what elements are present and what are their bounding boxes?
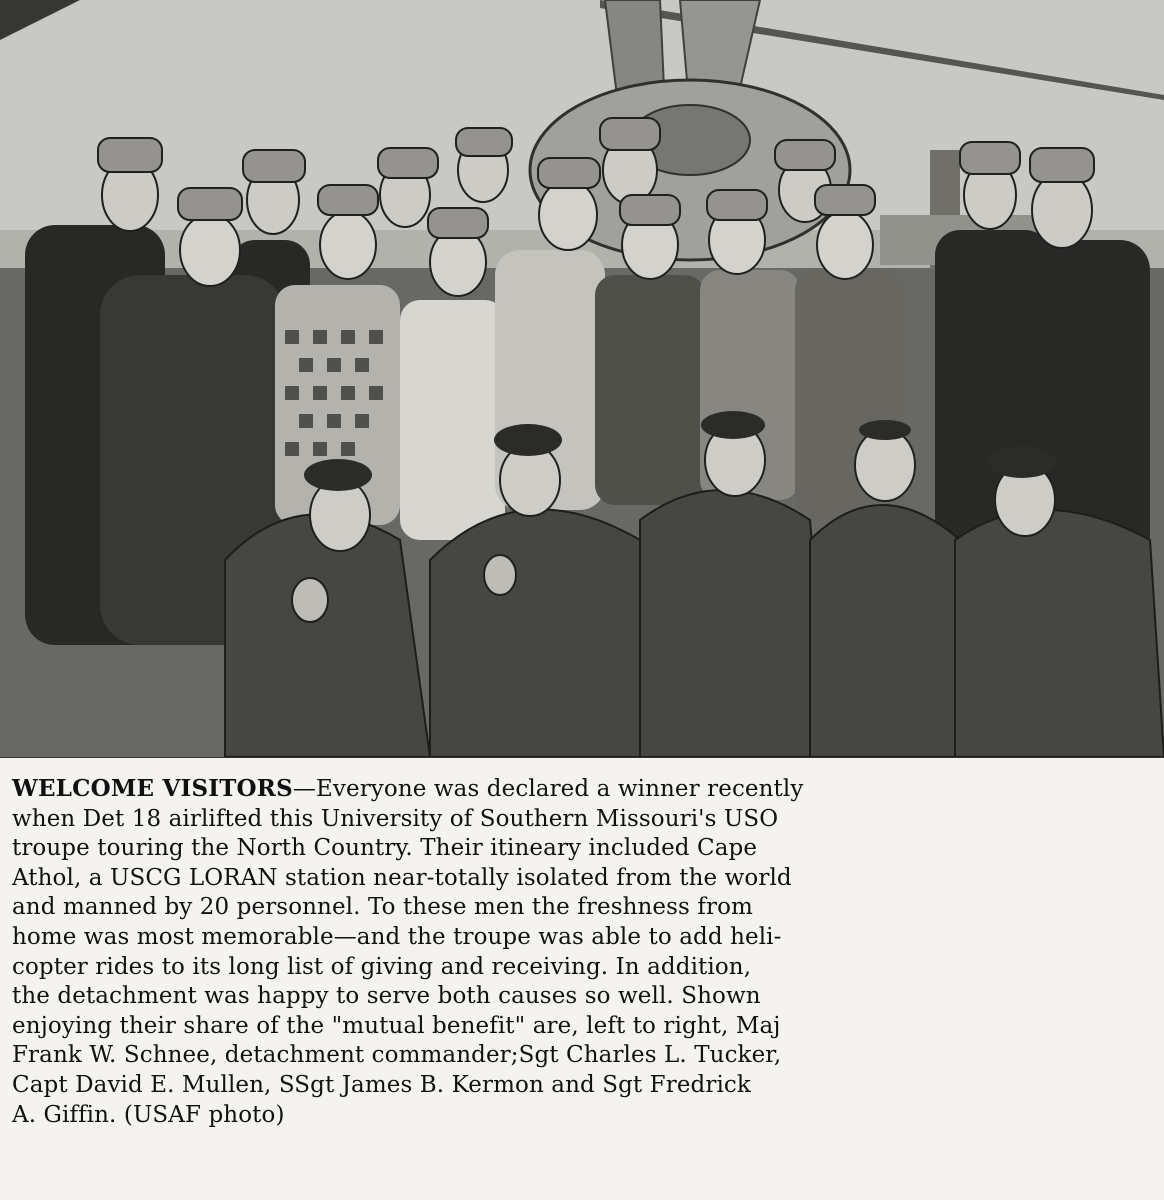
caption-line-2: when Det 18 airlifted this University of Southern Missouri's USO — [12, 805, 779, 832]
caption-line-1-text: —Everyone was declared a winner recently — [292, 776, 804, 802]
caption-line-4: Athol, a USCG LORAN station near-totally isolated from the world — [12, 864, 792, 891]
caption-line-9: enjoying their share of the "mutual benefit" are, left to right, Maj — [12, 1012, 781, 1039]
caption-line-6: home was most memorable—and the troupe was able to add heli- — [12, 923, 782, 950]
caption-line-5: and manned by 20 personnel. To these men the freshness from — [12, 894, 753, 921]
caption-line-8: the detachment was happy to serve both causes so well. Shown — [12, 983, 761, 1010]
caption-line-12: A. Giffin. (USAF photo) — [12, 1101, 285, 1128]
caption-line-3: troupe touring the North Country. Their itineary included Cape — [12, 835, 758, 862]
caption-headline: WELCOME VISITORS — [12, 775, 293, 802]
caption-line-1 — [12, 774, 997, 805]
caption-line-10: Frank W. Schnee, detachment commander;Sgt Charles L. Tucker, — [12, 1042, 782, 1069]
caption-line-11: Capt David E. Mullen, SSgt James B. Kermon and Sgt Fredrick — [12, 1071, 751, 1098]
photo-caption — [12, 774, 997, 1130]
caption-line-7: copter rides to its long list of giving and receiving. In addition, — [12, 953, 752, 980]
